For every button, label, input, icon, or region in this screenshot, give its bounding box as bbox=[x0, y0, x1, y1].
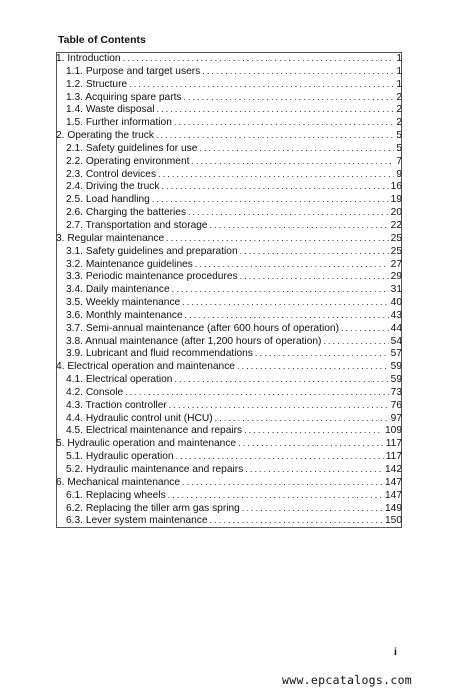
toc-leader-dots bbox=[158, 168, 394, 181]
toc-leader-dots bbox=[240, 245, 389, 258]
toc-entry-page-number: 5 bbox=[396, 142, 402, 154]
page-title: Table of Contents bbox=[58, 34, 146, 46]
toc-entry-label: 6. Mechanical maintenance bbox=[56, 476, 181, 488]
toc-entry-page-number: 97 bbox=[390, 412, 402, 424]
toc-section-entry[interactable] bbox=[56, 514, 402, 527]
toc-entry-page-number: 2 bbox=[396, 117, 402, 129]
toc-entry-label: 2.5. Load handling bbox=[66, 194, 150, 206]
toc-section-entry[interactable] bbox=[56, 168, 402, 181]
toc-leader-dots bbox=[174, 116, 394, 129]
toc-entry-label: 4.4. Hydraulic control unit (HCU) bbox=[66, 412, 213, 424]
toc-section-entry[interactable] bbox=[56, 386, 402, 399]
toc-entry-page-number: 147 bbox=[385, 489, 402, 501]
toc-leader-dots bbox=[202, 65, 394, 78]
toc-entry-page-number: 20 bbox=[390, 207, 402, 219]
toc-leader-dots bbox=[184, 91, 395, 104]
toc-entry-label: 3.3. Periodic maintenance procedures bbox=[66, 271, 238, 283]
toc-leader-dots bbox=[238, 437, 384, 450]
toc-entry-page-number: 43 bbox=[390, 309, 402, 321]
toc-chapter-entry[interactable] bbox=[56, 437, 402, 450]
toc-chapter-entry[interactable] bbox=[56, 232, 402, 245]
toc-entry-label: 3.1. Safety guidelines and preparation bbox=[66, 245, 238, 257]
toc-entry-page-number: 117 bbox=[385, 438, 402, 450]
toc-leader-dots bbox=[172, 283, 389, 296]
toc-entry-page-number: 73 bbox=[390, 386, 402, 398]
toc-entry-page-number: 54 bbox=[390, 335, 402, 347]
toc-entry-label: 1.2. Structure bbox=[66, 78, 128, 90]
toc-entry-label: 2.7. Transportation and storage bbox=[66, 219, 208, 231]
toc-chapter-entry[interactable] bbox=[56, 52, 402, 65]
toc-section-entry[interactable] bbox=[56, 270, 402, 283]
toc-entry-label: 2.2. Operating environment bbox=[66, 155, 190, 167]
toc-leader-dots bbox=[185, 309, 389, 322]
toc-section-entry[interactable] bbox=[56, 206, 402, 219]
toc-entry-label: 4.3. Traction controller bbox=[66, 399, 167, 411]
toc-entry-page-number: 149 bbox=[385, 502, 402, 514]
toc-entry-label: 1.4. Waste disposal bbox=[66, 104, 155, 116]
toc-leader-dots bbox=[210, 219, 389, 232]
toc-entry-label: 2.6. Charging the batteries bbox=[66, 207, 187, 219]
toc-leader-dots bbox=[156, 129, 394, 142]
toc-leader-dots bbox=[176, 450, 384, 463]
toc-entry-page-number: 25 bbox=[390, 245, 402, 257]
toc-entry-page-number: 1 bbox=[396, 53, 402, 64]
toc-entry-page-number: 147 bbox=[385, 476, 402, 488]
toc-section-entry[interactable] bbox=[56, 335, 402, 348]
toc-entry-page-number: 16 bbox=[390, 181, 402, 193]
toc-section-entry[interactable] bbox=[56, 180, 402, 193]
toc-entry-page-number: 29 bbox=[390, 271, 402, 283]
toc-entry-page-number: 25 bbox=[390, 232, 402, 244]
toc-section-entry[interactable] bbox=[56, 219, 402, 232]
toc-entry-page-number: 7 bbox=[396, 155, 402, 167]
toc-entry-label: 1. Introduction bbox=[56, 53, 121, 64]
toc-leader-dots bbox=[242, 502, 383, 515]
toc-leader-dots bbox=[161, 180, 388, 193]
toc-entry-label: 4.1. Electrical operation bbox=[66, 374, 173, 386]
toc-section-entry[interactable] bbox=[56, 463, 402, 476]
toc-section-entry[interactable] bbox=[56, 193, 402, 206]
toc-chapter-entry[interactable] bbox=[56, 476, 402, 489]
toc-section-entry[interactable] bbox=[56, 309, 402, 322]
toc-entry-page-number: 142 bbox=[385, 464, 402, 475]
toc-section-entry[interactable] bbox=[56, 78, 402, 91]
toc-leader-dots bbox=[169, 399, 389, 412]
toc-entry-label: 1.5. Further information bbox=[66, 117, 172, 129]
toc-section-entry[interactable] bbox=[56, 450, 402, 463]
toc-entry-page-number: 40 bbox=[390, 297, 402, 309]
toc-section-entry[interactable] bbox=[56, 142, 402, 155]
toc-section-entry[interactable] bbox=[56, 399, 402, 412]
toc-entry-page-number: 27 bbox=[390, 258, 402, 270]
toc-entry-page-number: 59 bbox=[390, 374, 402, 386]
toc-leader-dots bbox=[166, 232, 388, 245]
toc-entry-page-number: 76 bbox=[390, 399, 402, 411]
toc-entry-label: 2.4. Driving the truck bbox=[66, 181, 160, 193]
toc-entry-page-number: 109 bbox=[385, 425, 402, 437]
toc-entry-label: 4.5. Electrical maintenance and repairs bbox=[66, 425, 243, 437]
toc-section-entry[interactable] bbox=[56, 258, 402, 271]
toc-entry-label: 5.1. Hydraulic operation bbox=[66, 451, 174, 463]
toc-section-entry[interactable] bbox=[56, 347, 402, 360]
toc-entry-label: 3.9. Lubricant and fluid recommendations bbox=[66, 348, 253, 360]
page-number: i bbox=[394, 646, 397, 658]
toc-entry-label: 5.2. Hydraulic maintenance and repairs bbox=[66, 464, 244, 475]
toc-entry-page-number: 2 bbox=[396, 104, 402, 116]
toc-entry-label: 1.1. Purpose and target users bbox=[66, 65, 201, 77]
toc-leader-dots bbox=[188, 206, 389, 219]
toc-leader-dots bbox=[255, 347, 389, 360]
toc-entry-page-number: 150 bbox=[385, 515, 402, 527]
toc-section-entry[interactable] bbox=[56, 91, 402, 104]
toc-leader-dots bbox=[240, 270, 389, 283]
toc-section-entry[interactable] bbox=[56, 65, 402, 78]
toc-entry-label: 3.5. Weekly maintenance bbox=[66, 297, 181, 309]
toc-section-entry[interactable] bbox=[56, 155, 402, 168]
toc-leader-dots bbox=[129, 78, 394, 91]
toc-entry-label: 6.2. Replacing the tiller arm gas spring bbox=[66, 502, 240, 514]
toc-entry-label: 3.7. Semi-annual maintenance (after 600 hours of operation) bbox=[66, 322, 339, 334]
toc-leader-dots bbox=[215, 412, 389, 425]
toc-entry-page-number: 117 bbox=[385, 451, 402, 463]
toc-section-entry[interactable] bbox=[56, 424, 402, 437]
toc-leader-dots bbox=[191, 155, 394, 168]
toc-entry-label: 5. Hydraulic operation and maintenance bbox=[56, 438, 237, 450]
toc-chapter-entry[interactable] bbox=[56, 129, 402, 142]
toc-leader-dots bbox=[182, 476, 383, 489]
toc-section-entry[interactable] bbox=[56, 296, 402, 309]
toc-chapter-entry[interactable] bbox=[56, 360, 402, 373]
toc-leader-dots bbox=[244, 424, 383, 437]
watermark: www.epcatalogs.com bbox=[282, 673, 413, 687]
toc-leader-dots bbox=[152, 193, 389, 206]
toc-section-entry[interactable] bbox=[56, 373, 402, 386]
toc-entry-page-number: 1 bbox=[396, 65, 402, 77]
toc-entry-label: 3.6. Monthly maintenance bbox=[66, 309, 183, 321]
toc-entry-label: 3. Regular maintenance bbox=[56, 232, 165, 244]
toc-entry-label: 3.2. Maintenance guidelines bbox=[66, 258, 193, 270]
toc-section-entry[interactable] bbox=[56, 116, 402, 129]
toc-entry-label: 3.8. Annual maintenance (after 1,200 hours of operation) bbox=[66, 335, 322, 347]
toc-entry-label: 2. Operating the truck bbox=[56, 130, 154, 142]
toc-leader-dots bbox=[210, 514, 383, 527]
toc-entry-label: 2.3. Control devices bbox=[66, 168, 157, 180]
toc-leader-dots bbox=[323, 335, 388, 348]
toc-entry-page-number: 57 bbox=[390, 348, 402, 360]
toc-entry-page-number: 44 bbox=[390, 322, 402, 334]
toc-leader-dots bbox=[174, 373, 388, 386]
toc-leader-dots bbox=[123, 52, 395, 65]
toc-entry-label: 3.4. Daily maintenance bbox=[66, 284, 170, 296]
toc-section-entry[interactable] bbox=[56, 103, 402, 116]
table-of-contents bbox=[56, 52, 402, 527]
toc-leader-dots bbox=[245, 463, 383, 476]
toc-section-entry[interactable] bbox=[56, 412, 402, 425]
toc-entry-page-number: 2 bbox=[396, 91, 402, 103]
toc-entry-page-number: 22 bbox=[390, 219, 402, 231]
toc-entry-page-number: 19 bbox=[390, 194, 402, 206]
toc-entry-page-number: 9 bbox=[396, 168, 402, 180]
toc-entry-page-number: 1 bbox=[396, 78, 402, 90]
toc-leader-dots bbox=[125, 386, 388, 399]
toc-entry-page-number: 31 bbox=[390, 284, 402, 296]
toc-entry-label: 4.2. Console bbox=[66, 386, 124, 398]
toc-leader-dots bbox=[199, 142, 394, 155]
toc-leader-dots bbox=[157, 103, 395, 116]
toc-entry-label: 6.3. Lever system maintenance bbox=[66, 515, 208, 527]
toc-entry-label: 6.1. Replacing wheels bbox=[66, 489, 166, 501]
toc-entry-page-number: 5 bbox=[396, 130, 402, 142]
toc-section-entry[interactable] bbox=[56, 502, 402, 515]
toc-entry-page-number: 59 bbox=[390, 361, 402, 373]
toc-section-entry[interactable] bbox=[56, 283, 402, 296]
toc-leader-dots bbox=[182, 296, 388, 309]
toc-leader-dots bbox=[168, 489, 383, 502]
toc-leader-dots bbox=[237, 360, 389, 373]
toc-section-entry[interactable] bbox=[56, 322, 402, 335]
toc-section-entry[interactable] bbox=[56, 489, 402, 502]
toc-entry-label: 1.3. Acquiring spare parts bbox=[66, 91, 182, 103]
toc-leader-dots bbox=[195, 258, 389, 271]
toc-entry-label: 2.1. Safety guidelines for use bbox=[66, 142, 198, 154]
toc-section-entry[interactable] bbox=[56, 245, 402, 258]
toc-entry-label: 4. Electrical operation and maintenance bbox=[56, 361, 235, 373]
toc-leader-dots bbox=[341, 322, 389, 335]
